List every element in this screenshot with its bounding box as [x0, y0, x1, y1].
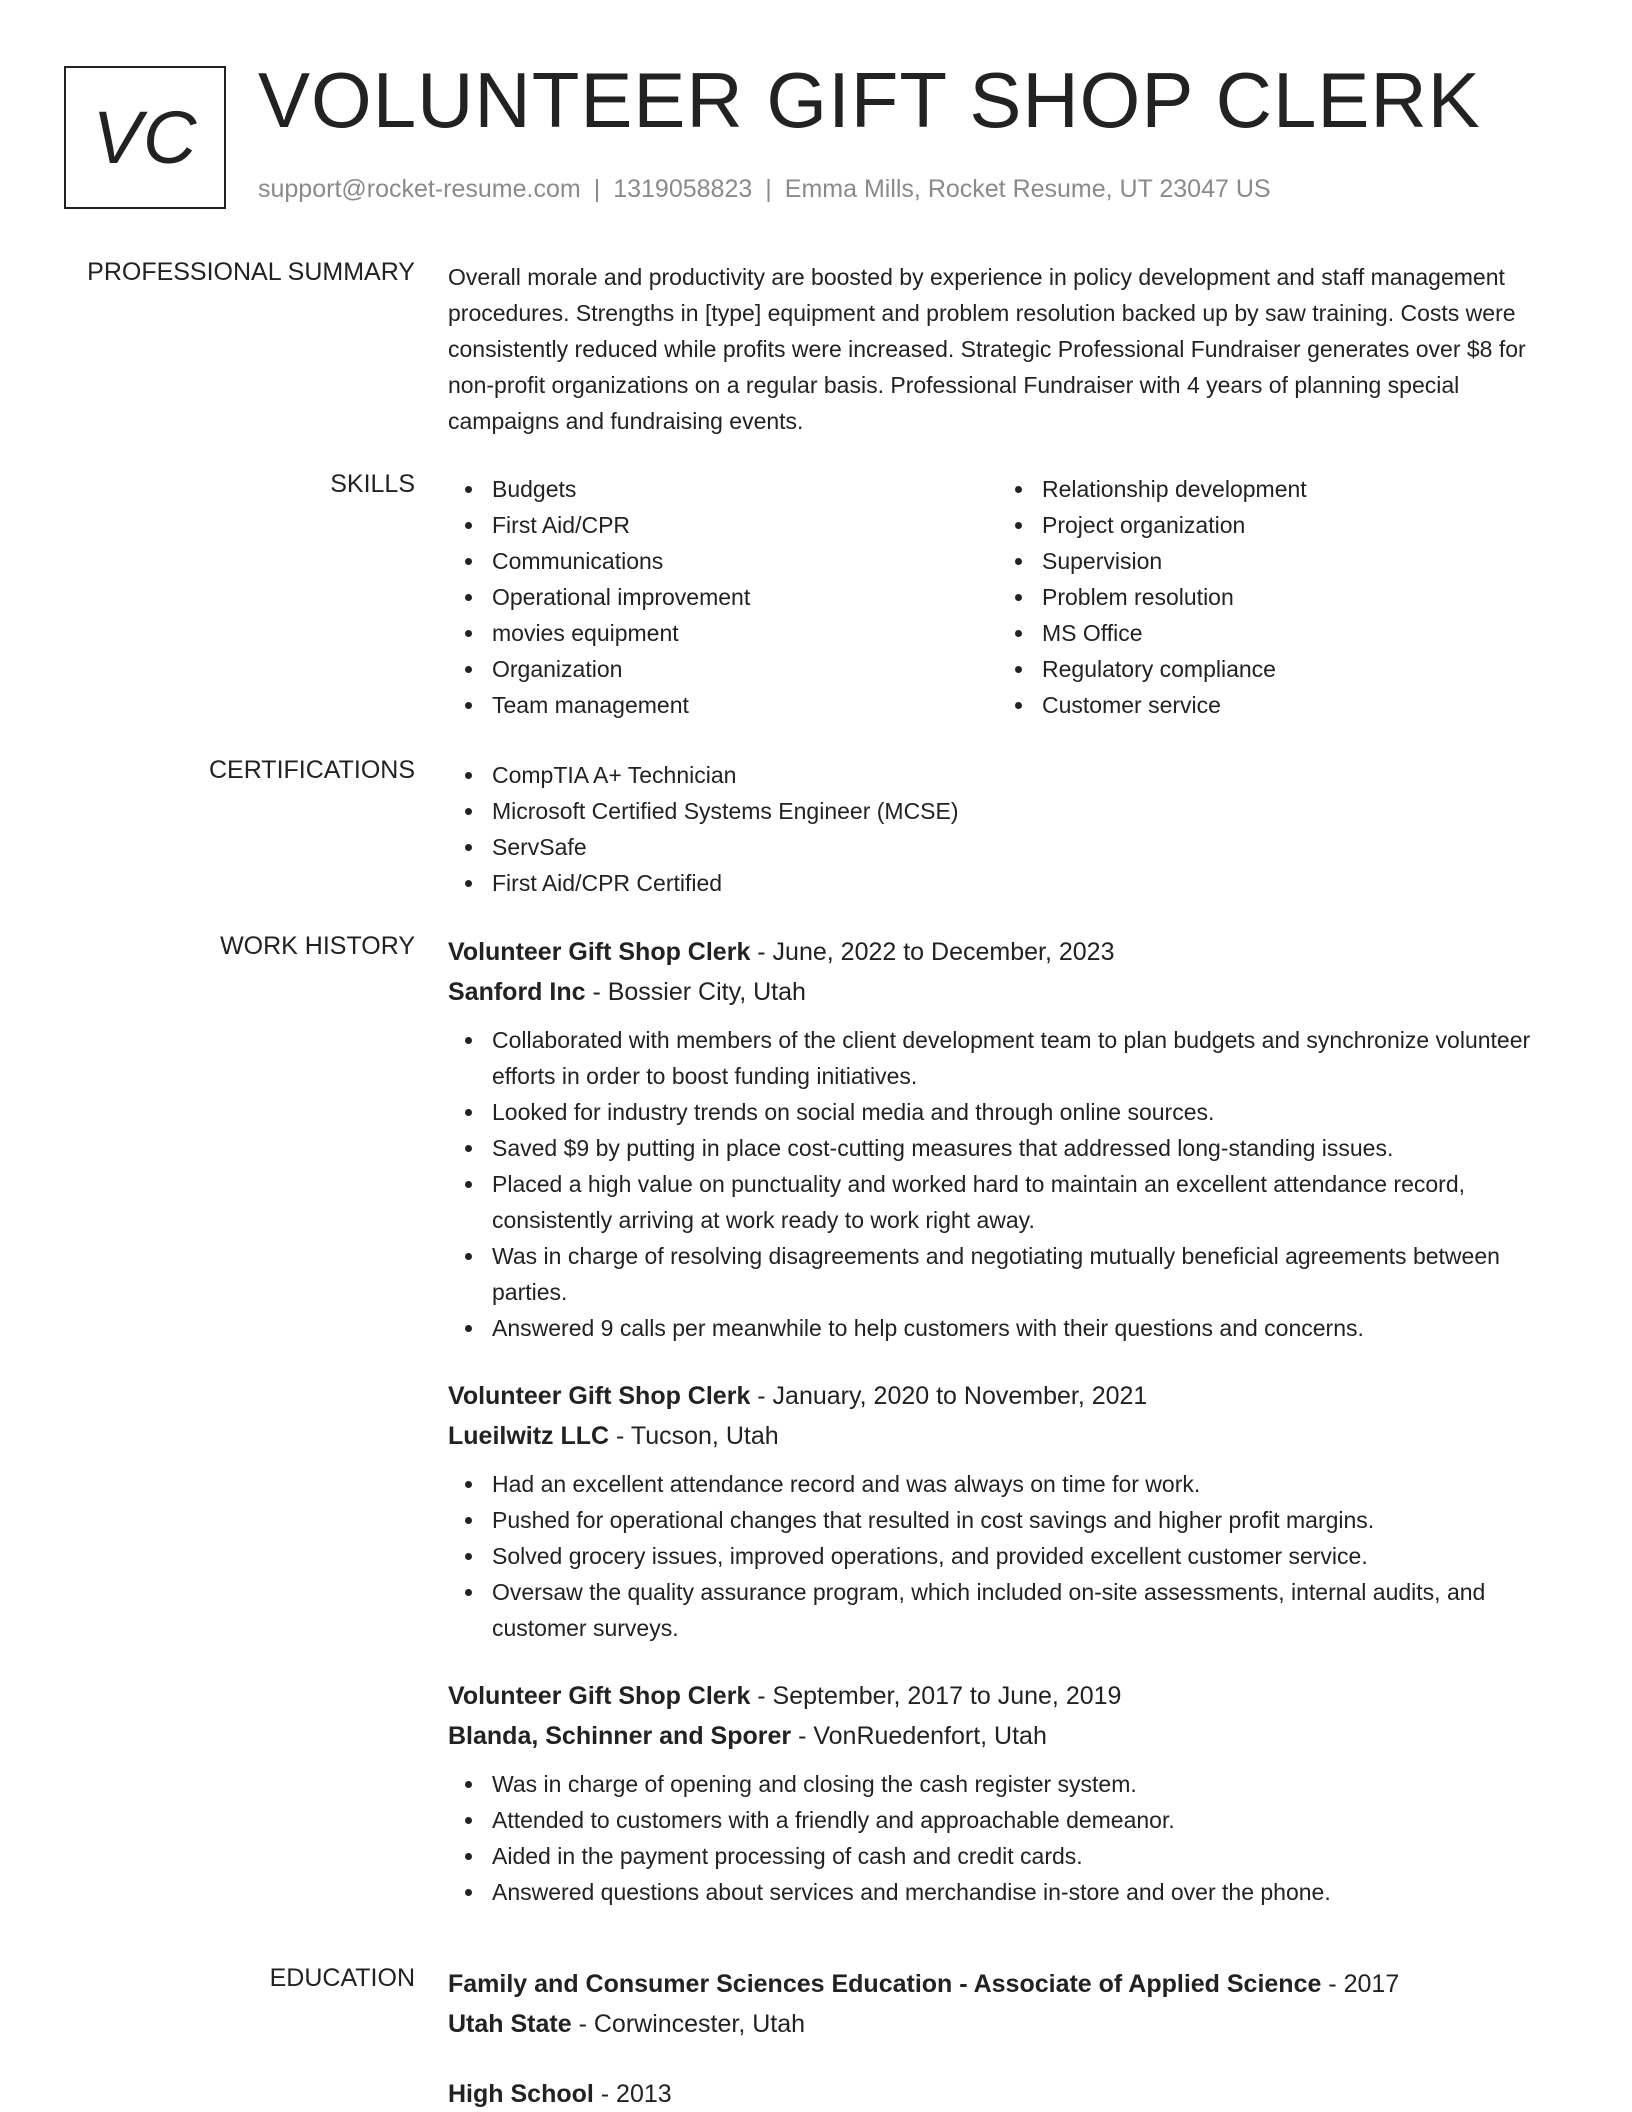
job-duties-list [448, 1022, 1568, 1346]
certifications-list [448, 757, 1568, 901]
degree-year: - 2013 [593, 2080, 672, 2108]
contact-separator: | [765, 175, 772, 203]
certification-item: Microsoft Certified Systems Engineer (MCSE) [448, 793, 1568, 829]
contact-email: support@rocket-resume.com [258, 175, 581, 203]
section-heading: SKILLS [330, 470, 415, 498]
job-entry [448, 1376, 1568, 1646]
skill-item: Supervision [998, 543, 1548, 579]
company-line [448, 972, 1568, 1012]
education-entry [448, 1964, 1568, 2044]
skill-item: Relationship development [998, 471, 1548, 507]
company-name: Sanford Inc [448, 978, 586, 1006]
company-name: Blanda, Schinner and Sporer [448, 1722, 792, 1750]
school-location: - Corwincester, Utah [571, 2010, 806, 2038]
skill-item: movies equipment [448, 615, 998, 651]
degree-year: - 2017 [1321, 1970, 1400, 1998]
degree-name: Family and Consumer Sciences Education - Associate of Applied Science [448, 1970, 1322, 1998]
contact-phone: 1319058823 [613, 175, 753, 203]
section-heading: PROFESSIONAL SUMMARY [87, 258, 415, 286]
job-duty: Pushed for operational changes that resulted in cost savings and higher profit margins. [448, 1502, 1568, 1538]
job-title-line [448, 932, 1568, 972]
job-duty: Had an excellent attendance record and was always on time for work. [448, 1466, 1568, 1502]
certification-item: First Aid/CPR Certified [448, 865, 1568, 901]
job-dates: - September, 2017 to June, 2019 [750, 1682, 1122, 1710]
company-line [448, 1716, 1568, 1756]
job-duty: Was in charge of resolving disagreements and negotiating mutually beneficial agreements between parties. [448, 1238, 1568, 1310]
job-duty: Looked for industry trends on social media and through online sources. [448, 1094, 1568, 1130]
job-duty: Placed a high value on punctuality and worked hard to maintain an excellent attendance record, consistently arriving at work ready to work right away. [448, 1166, 1568, 1238]
skill-item: Operational improvement [448, 579, 998, 615]
job-duties-list [448, 1466, 1568, 1646]
job-title: Volunteer Gift Shop Clerk [448, 938, 751, 966]
skills-list-right [998, 471, 1548, 723]
job-entry [448, 1676, 1568, 1910]
job-dates: - January, 2020 to November, 2021 [750, 1382, 1148, 1410]
job-title: Volunteer Gift Shop Clerk [448, 1382, 751, 1410]
degree-line [448, 2074, 1568, 2112]
skill-item: Team management [448, 687, 998, 723]
company-location: - Tucson, Utah [609, 1422, 779, 1450]
job-dates: - June, 2022 to December, 2023 [750, 938, 1115, 966]
skill-item: Project organization [998, 507, 1548, 543]
school-line [448, 2004, 1568, 2044]
summary-text: Overall morale and productivity are boosted by experience in policy development and staff management procedures. Strengths in [type] equipment and problem resolution backed up by saw training. Costs were consistently reduced while profits were increased. Strategic Professional Fundraiser generates over $8 for non-profit organizations on a regular basis. Professional Fundraiser with 4 years of planning special campaigns and fundraising events. [448, 264, 1526, 434]
job-duty: Aided in the payment processing of cash and credit cards. [448, 1838, 1568, 1874]
company-location: - VonRuedenfort, Utah [791, 1722, 1047, 1750]
contact-line [258, 175, 1271, 204]
company-name: Lueilwitz LLC [448, 1422, 610, 1450]
job-entry [448, 932, 1568, 1346]
skill-item: Regulatory compliance [998, 651, 1548, 687]
contact-address: Emma Mills, Rocket Resume, UT 23047 US [784, 175, 1271, 203]
company-line [448, 1416, 1568, 1456]
job-duty: Oversaw the quality assurance program, which included on-site assessments, internal audits, and customer surveys. [448, 1574, 1568, 1646]
skill-item: Communications [448, 543, 998, 579]
job-duty: Answered 9 calls per meanwhile to help customers with their questions and concerns. [448, 1310, 1568, 1346]
job-title-line [448, 1676, 1568, 1716]
education-entry [448, 2074, 1568, 2112]
school-name: Utah State [448, 2010, 572, 2038]
skill-item: Customer service [998, 687, 1548, 723]
job-title: Volunteer Gift Shop Clerk [448, 1682, 751, 1710]
job-duty: Attended to customers with a friendly and approachable demeanor. [448, 1802, 1568, 1838]
certification-item: ServSafe [448, 829, 1568, 865]
section-heading: WORK HISTORY [220, 932, 415, 960]
job-duties-list [448, 1766, 1568, 1910]
section-heading: EDUCATION [269, 1964, 415, 1992]
monogram-logo: VC [64, 66, 226, 209]
company-location: - Bossier City, Utah [585, 978, 806, 1006]
degree-name: High School [448, 2080, 594, 2108]
skill-item: Problem resolution [998, 579, 1548, 615]
contact-separator: | [593, 175, 601, 203]
degree-line [448, 1964, 1568, 2004]
certification-item: CompTIA A+ Technician [448, 757, 1568, 793]
job-duty: Solved grocery issues, improved operations, and provided excellent customer service. [448, 1538, 1568, 1574]
skill-item: MS Office [998, 615, 1548, 651]
section-heading: CERTIFICATIONS [208, 756, 415, 784]
page-title: VOLUNTEER GIFT SHOP CLERK [258, 56, 1481, 144]
job-duty: Was in charge of opening and closing the cash register system. [448, 1766, 1568, 1802]
skill-item: Organization [448, 651, 998, 687]
job-duty: Answered questions about services and merchandise in-store and over the phone. [448, 1874, 1568, 1910]
skill-item: Budgets [448, 471, 998, 507]
skills-list-left [448, 471, 998, 723]
job-duty: Collaborated with members of the client development team to plan budgets and synchronize volunteer efforts in order to boost funding initiatives. [448, 1022, 1568, 1094]
skill-item: First Aid/CPR [448, 507, 998, 543]
job-title-line [448, 1376, 1568, 1416]
job-duty: Saved $9 by putting in place cost-cutting measures that addressed long-standing issues. [448, 1130, 1568, 1166]
